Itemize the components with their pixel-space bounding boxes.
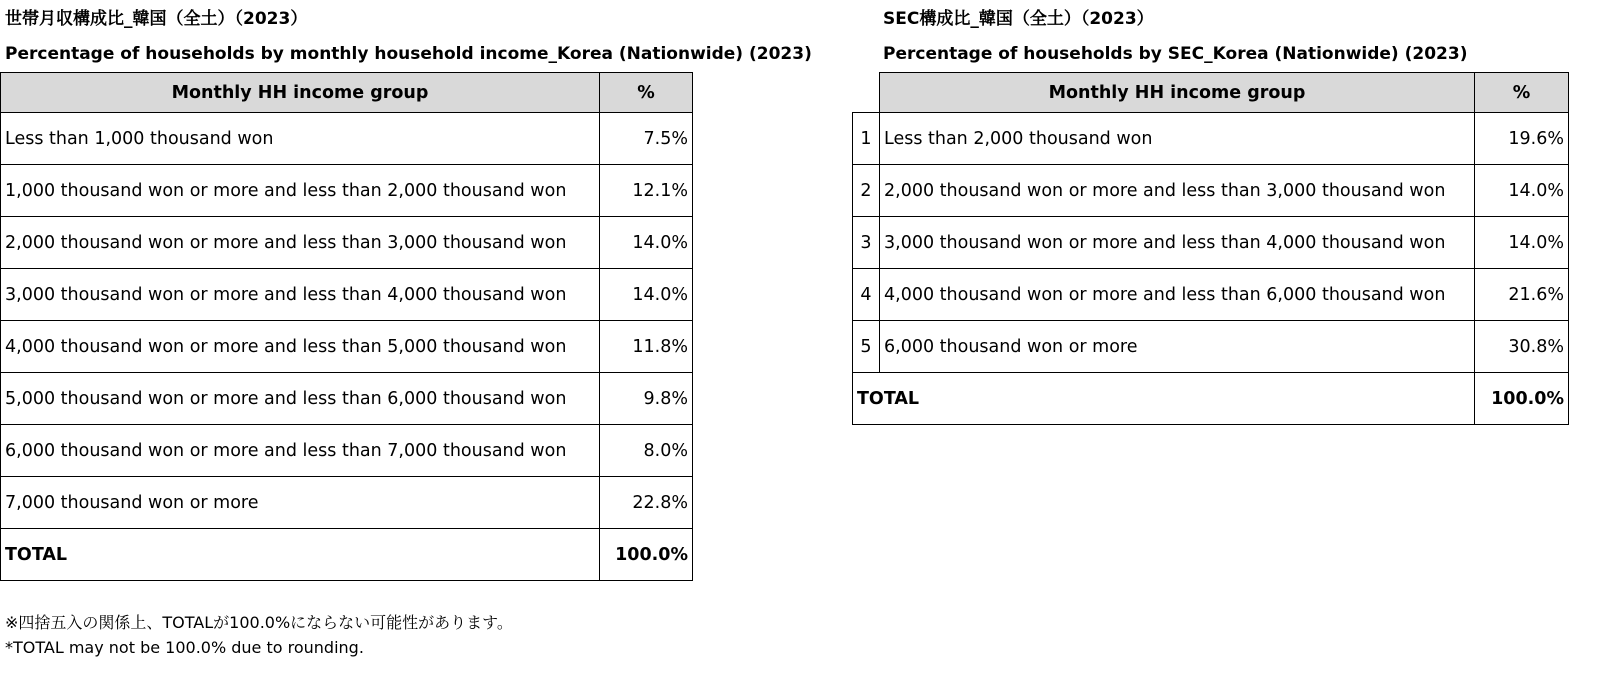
row-value: 14.0% <box>600 269 693 321</box>
sec-table <box>852 72 1569 425</box>
total-row <box>853 373 1569 425</box>
table-row <box>853 217 1569 269</box>
table-row <box>1 113 693 165</box>
row-value: 9.8% <box>600 373 693 425</box>
header-income-group: Monthly HH income group <box>880 73 1475 113</box>
note-jp: ※四捨五入の関係上、TOTALが100.0%にならない可能性があります。 <box>5 613 513 632</box>
row-label: 6,000 thousand won or more and less than 7,000 thousand won <box>1 425 600 477</box>
right-title-en: Percentage of households by SEC_Korea (Nationwide) (2023) <box>883 44 1468 64</box>
row-value: 19.6% <box>1475 113 1569 165</box>
table-row <box>1 373 693 425</box>
table-row <box>1 217 693 269</box>
right-title-jp: SEC構成比_韓国（全土）（2023） <box>883 9 1154 29</box>
table-row <box>1 165 693 217</box>
row-label: 4,000 thousand won or more and less than 6,000 thousand won <box>880 269 1475 321</box>
table-header-row <box>853 73 1569 113</box>
table-row <box>1 321 693 373</box>
left-title-en: Percentage of households by monthly household income_Korea (Nationwide) (2023) <box>5 44 812 64</box>
row-label: Less than 2,000 thousand won <box>880 113 1475 165</box>
row-index: 3 <box>853 217 880 269</box>
row-index: 2 <box>853 165 880 217</box>
row-value: 21.6% <box>1475 269 1569 321</box>
row-index: 5 <box>853 321 880 373</box>
header-percent: % <box>1475 73 1569 113</box>
total-row <box>1 529 693 581</box>
row-label: 4,000 thousand won or more and less than 5,000 thousand won <box>1 321 600 373</box>
row-index: 4 <box>853 269 880 321</box>
row-label: 7,000 thousand won or more <box>1 477 600 529</box>
table-header-row <box>1 73 693 113</box>
table-row <box>853 269 1569 321</box>
row-value: 30.8% <box>1475 321 1569 373</box>
row-value: 7.5% <box>600 113 693 165</box>
row-label: 6,000 thousand won or more <box>880 321 1475 373</box>
row-label: Less than 1,000 thousand won <box>1 113 600 165</box>
row-label: 3,000 thousand won or more and less than 4,000 thousand won <box>1 269 600 321</box>
header-blank <box>853 73 880 113</box>
row-value: 14.0% <box>1475 217 1569 269</box>
row-label: 2,000 thousand won or more and less than 3,000 thousand won <box>880 165 1475 217</box>
row-label: 2,000 thousand won or more and less than 3,000 thousand won <box>1 217 600 269</box>
header-percent: % <box>600 73 693 113</box>
table-row <box>1 477 693 529</box>
row-value: 11.8% <box>600 321 693 373</box>
total-label: TOTAL <box>853 373 1475 425</box>
header-income-group: Monthly HH income group <box>1 73 600 113</box>
row-index: 1 <box>853 113 880 165</box>
table-row <box>1 269 693 321</box>
row-value: 14.0% <box>1475 165 1569 217</box>
table-row <box>853 321 1569 373</box>
left-title-jp: 世帯月収構成比_韓国（全土）（2023） <box>5 9 308 29</box>
income-table <box>0 72 693 581</box>
total-label: TOTAL <box>1 529 600 581</box>
table-row <box>853 165 1569 217</box>
total-value: 100.0% <box>600 529 693 581</box>
row-label: 1,000 thousand won or more and less than 2,000 thousand won <box>1 165 600 217</box>
table-row <box>1 425 693 477</box>
table-row <box>853 113 1569 165</box>
row-value: 22.8% <box>600 477 693 529</box>
row-value: 14.0% <box>600 217 693 269</box>
row-label: 3,000 thousand won or more and less than 4,000 thousand won <box>880 217 1475 269</box>
note-en: *TOTAL may not be 100.0% due to rounding. <box>5 638 364 657</box>
row-label: 5,000 thousand won or more and less than 6,000 thousand won <box>1 373 600 425</box>
total-value: 100.0% <box>1475 373 1569 425</box>
row-value: 8.0% <box>600 425 693 477</box>
row-value: 12.1% <box>600 165 693 217</box>
